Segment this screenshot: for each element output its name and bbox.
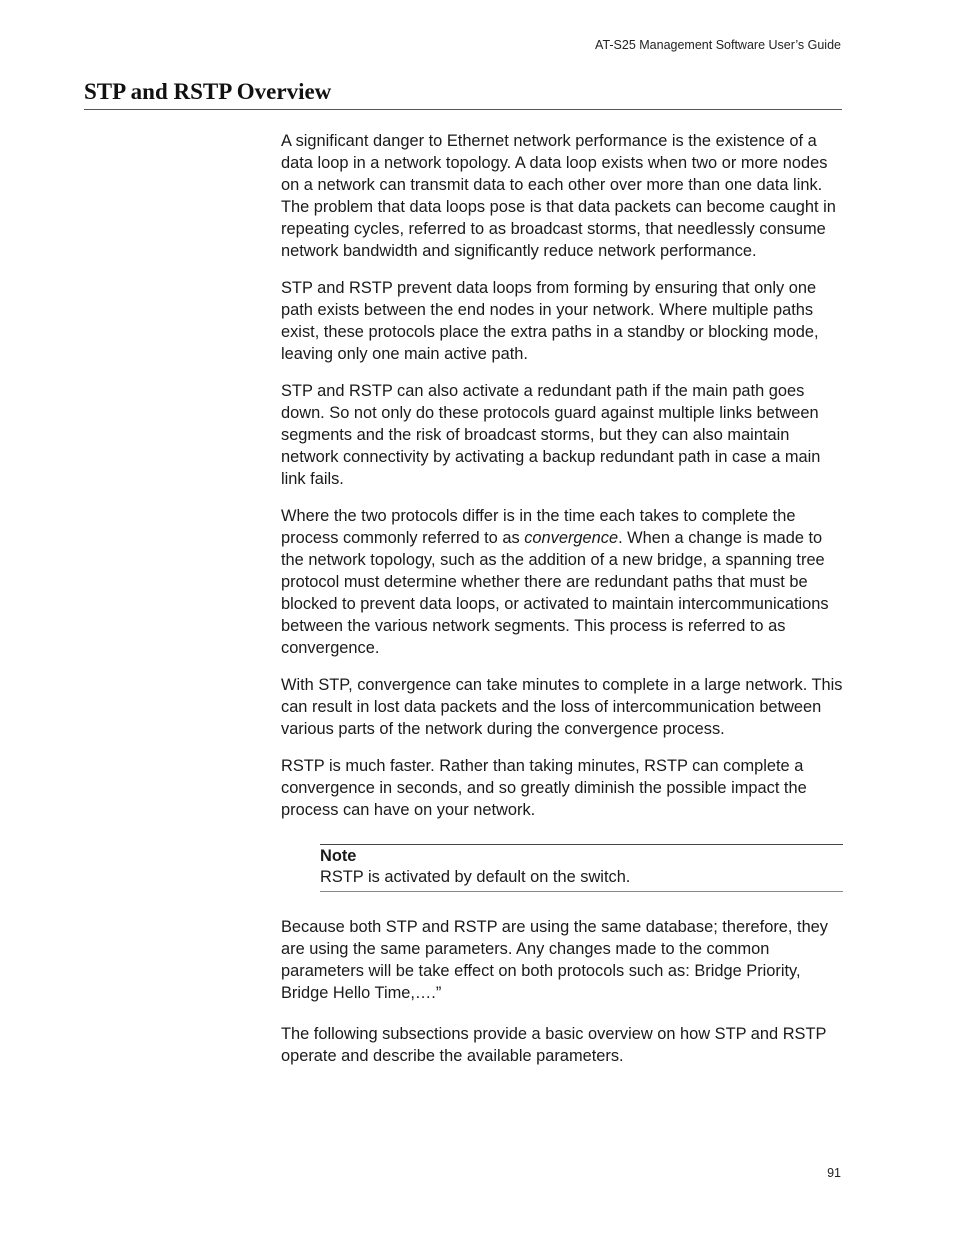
paragraph-prevent-loops: STP and RSTP prevent data loops from forming by ensuring that only one path exists between the end nodes in your network. Where multiple paths exist, these protocols place the extra paths in a standby or blocking mode, leaving only one main active path. [281,279,819,363]
note-box [320,844,843,892]
paragraph-shared-parameters: Because both STP and RSTP are using the same database; therefore, they are using the same parameters. Any changes made to the common parameters will be take effect on both protocols such as: Bridge Priority, Bridge Hello Time,….” [281,918,828,1002]
paragraph-rstp-faster: RSTP is much faster. Rather than taking minutes, RSTP can complete a convergence in seconds, and so greatly diminish the possible impact the process can have on your network. [281,757,807,819]
note-text: RSTP is activated by default on the switch. [320,868,631,886]
convergence-text-after: . When a change is made to the network topology, such as the addition of a new bridge, a spanning tree protocol must determine whether there are redundant paths that must be blocked to prevent data loops, or activated to maintain intercommunications between the various network segments. This process is referred to as convergence. [281,529,829,657]
body-column [281,130,843,1082]
paragraph-convergence [281,505,843,659]
section-title: STP and RSTP Overview [84,78,842,110]
convergence-text-before: Where the two protocols differ is in the time each takes to complete the process commonly referred to as [281,507,796,547]
note-title: Note [320,847,357,865]
paragraph-subsections: The following subsections provide a basic overview on how STP and RSTP operate and describe the available parameters. [281,1025,827,1065]
page-number: 91 [827,1166,841,1180]
paragraph-stp-convergence: With STP, convergence can take minutes to complete in a large network. This can result in lost data packets and the loss of intercommunication between various parts of the network during the convergence process. [281,676,843,738]
paragraph-data-loops: A significant danger to Ethernet network performance is the existence of a data loop in a network topology. A data loop exists when two or more nodes on a network can transmit data to each other over more than one data link. The problem that data loops pose is that data packets can become caught in repeating cycles, referred to as broadcast storms, that needlessly consume network bandwidth and significantly reduce network performance. [281,132,836,260]
convergence-term: convergence [524,529,619,547]
running-header: AT-S25 Management Software User’s Guide [595,38,841,52]
paragraph-redundant-path: STP and RSTP can also activate a redundant path if the main path goes down. So not only do these protocols guard against multiple links between segments and the risk of broadcast storms, but they can also maintain network connectivity by activating a backup redundant path in case a main link fails. [281,382,821,488]
